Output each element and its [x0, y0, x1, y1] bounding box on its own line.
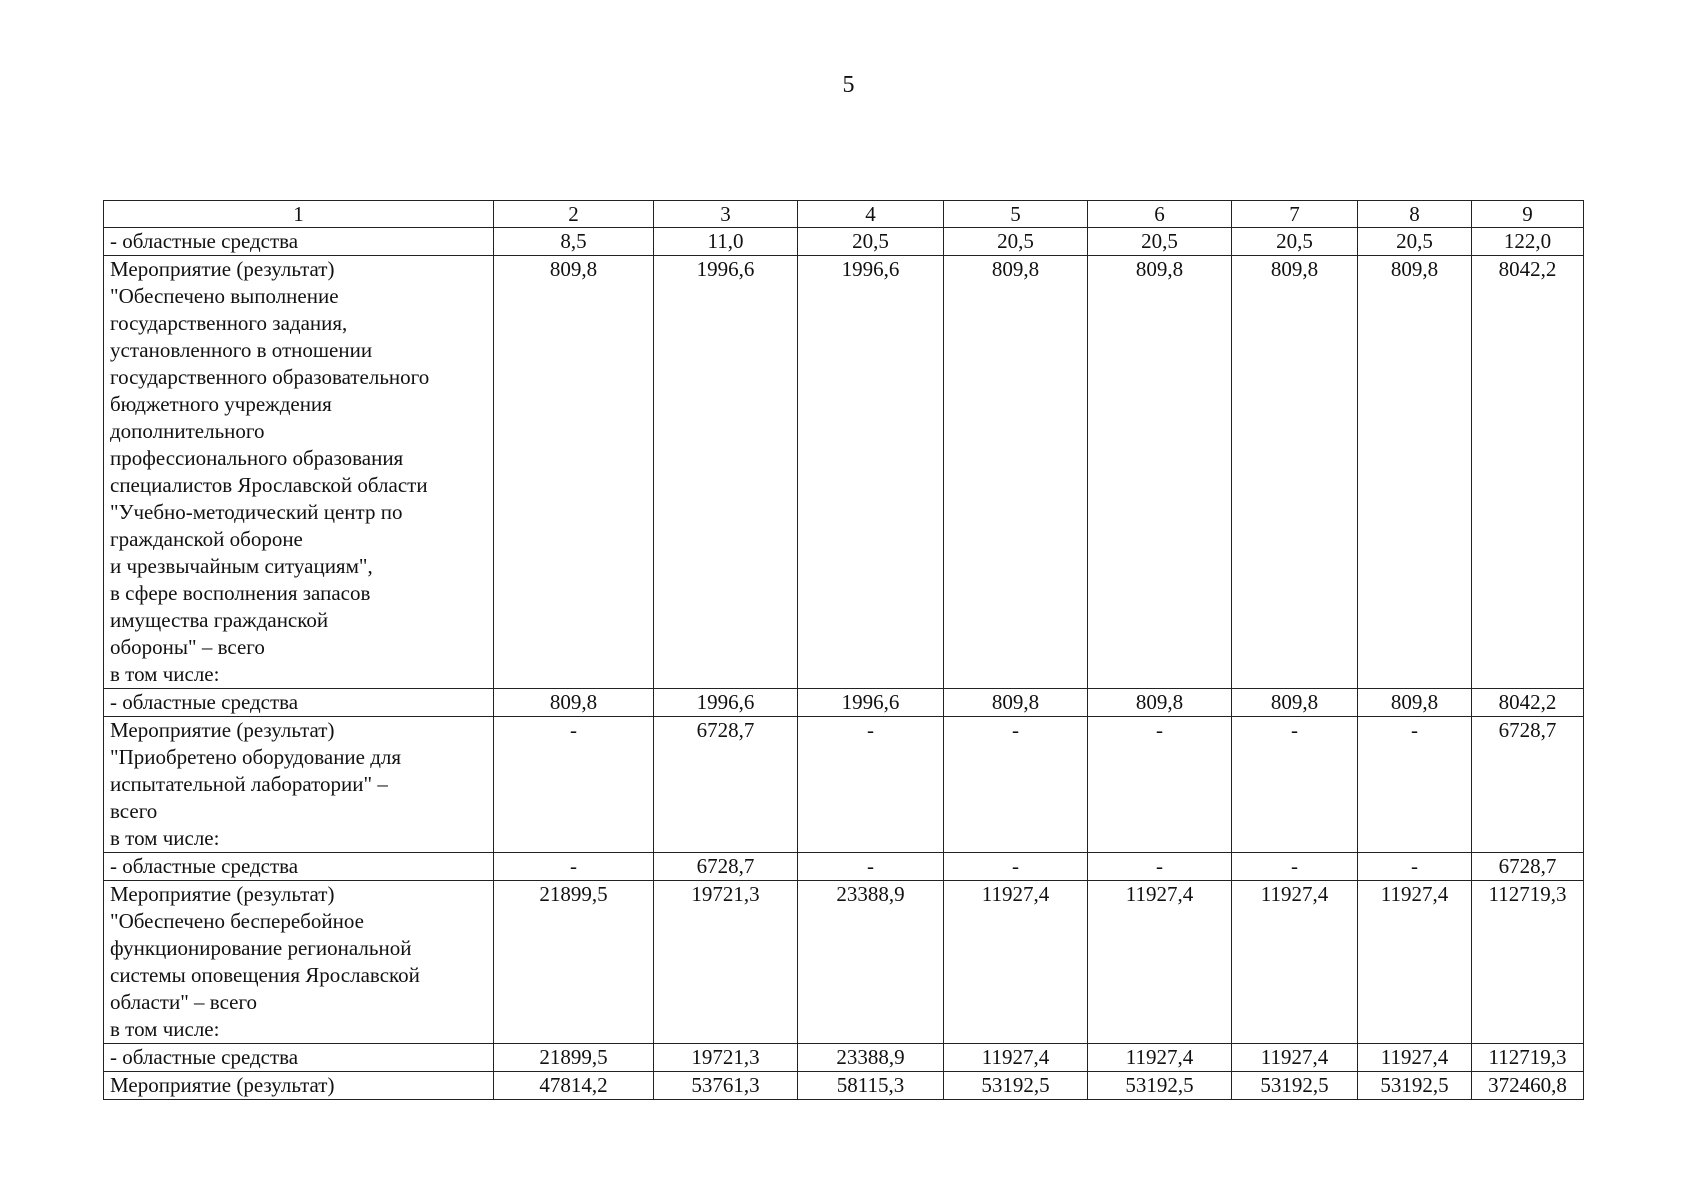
value-cell: -	[944, 853, 1088, 881]
value-cell: 19721,3	[654, 1044, 798, 1072]
value-cell: 20,5	[1088, 228, 1232, 256]
row-label: Мероприятие (результат) "Обеспечено бесперебойное функционирование региональной системы оповещения Ярославской области" – всего в том числе:	[104, 881, 494, 1044]
value-cell: 809,8	[1358, 689, 1472, 717]
value-cell: 6728,7	[654, 853, 798, 881]
table-row	[104, 717, 1584, 853]
value-cell: 53192,5	[1358, 1072, 1472, 1100]
value-cell: -	[798, 853, 944, 881]
table-row	[104, 881, 1584, 1044]
value-cell: 53192,5	[1088, 1072, 1232, 1100]
header-cell: 5	[944, 201, 1088, 228]
value-cell: -	[798, 717, 944, 853]
value-cell: 809,8	[1232, 256, 1358, 689]
value-cell: 809,8	[1358, 256, 1472, 689]
value-cell: 11927,4	[1232, 881, 1358, 1044]
value-cell: 809,8	[1088, 689, 1232, 717]
value-cell: 6728,7	[1472, 853, 1584, 881]
value-cell: 6728,7	[1472, 717, 1584, 853]
value-cell: 11927,4	[1232, 1044, 1358, 1072]
value-cell: 122,0	[1472, 228, 1584, 256]
row-label: - областные средства	[104, 1044, 494, 1072]
value-cell: -	[494, 717, 654, 853]
page-number: 5	[842, 72, 855, 98]
table-row	[104, 853, 1584, 881]
value-cell: 11927,4	[1358, 1044, 1472, 1072]
table-row	[104, 689, 1584, 717]
value-cell: -	[1088, 717, 1232, 853]
value-cell: -	[1088, 853, 1232, 881]
header-cell: 3	[654, 201, 798, 228]
value-cell: -	[1358, 717, 1472, 853]
value-cell: 6728,7	[654, 717, 798, 853]
header-cell: 6	[1088, 201, 1232, 228]
value-cell: 23388,9	[798, 1044, 944, 1072]
value-cell: -	[1358, 853, 1472, 881]
value-cell: 112719,3	[1472, 881, 1584, 1044]
value-cell: 11927,4	[1358, 881, 1472, 1044]
row-label: Мероприятие (результат) "Приобретено оборудование для испытательной лаборатории" – всего в том числе:	[104, 717, 494, 853]
value-cell: 20,5	[1232, 228, 1358, 256]
value-cell: 809,8	[944, 689, 1088, 717]
value-cell: 21899,5	[494, 881, 654, 1044]
header-cell: 4	[798, 201, 944, 228]
value-cell: 809,8	[944, 256, 1088, 689]
value-cell: 1996,6	[798, 256, 944, 689]
header-cell: 7	[1232, 201, 1358, 228]
row-label: - областные средства	[104, 853, 494, 881]
value-cell: 47814,2	[494, 1072, 654, 1100]
value-cell: 112719,3	[1472, 1044, 1584, 1072]
value-cell: 20,5	[798, 228, 944, 256]
value-cell: 23388,9	[798, 881, 944, 1044]
value-cell: -	[494, 853, 654, 881]
value-cell: 11927,4	[1088, 881, 1232, 1044]
value-cell: 809,8	[494, 256, 654, 689]
value-cell: 8042,2	[1472, 689, 1584, 717]
value-cell: 21899,5	[494, 1044, 654, 1072]
value-cell: 11,0	[654, 228, 798, 256]
value-cell: 53192,5	[944, 1072, 1088, 1100]
table-row	[104, 228, 1584, 256]
value-cell: 1996,6	[654, 689, 798, 717]
value-cell: -	[944, 717, 1088, 853]
value-cell: -	[1232, 853, 1358, 881]
value-cell: 8042,2	[1472, 256, 1584, 689]
column-number-row	[104, 201, 1584, 228]
value-cell: 8,5	[494, 228, 654, 256]
value-cell: 1996,6	[798, 689, 944, 717]
value-cell: 19721,3	[654, 881, 798, 1044]
row-label: - областные средства	[104, 228, 494, 256]
budget-table	[103, 200, 1584, 1100]
table-row	[104, 1072, 1584, 1100]
value-cell: 1996,6	[654, 256, 798, 689]
value-cell: 809,8	[1088, 256, 1232, 689]
header-cell: 2	[494, 201, 654, 228]
table-row	[104, 1044, 1584, 1072]
value-cell: 58115,3	[798, 1072, 944, 1100]
value-cell: 11927,4	[1088, 1044, 1232, 1072]
row-label: Мероприятие (результат)	[104, 1072, 494, 1100]
value-cell: 20,5	[944, 228, 1088, 256]
value-cell: 11927,4	[944, 881, 1088, 1044]
header-cell: 1	[104, 201, 494, 228]
value-cell: 53761,3	[654, 1072, 798, 1100]
value-cell: 53192,5	[1232, 1072, 1358, 1100]
header-cell: 9	[1472, 201, 1584, 228]
value-cell: 20,5	[1358, 228, 1472, 256]
table-row	[104, 256, 1584, 689]
value-cell: 809,8	[494, 689, 654, 717]
value-cell: 809,8	[1232, 689, 1358, 717]
row-label: Мероприятие (результат) "Обеспечено выполнение государственного задания, установленного в отношении государственного образовательного бюджетного учреждения дополнительного профессионального образования специалистов Ярославской области "Учебно-методический центр по гражданской обороне и чрезвычайным ситуациям", в сфере восполнения запасов имущества гражданской обороны" – всего в том числе:	[104, 256, 494, 689]
value-cell: 11927,4	[944, 1044, 1088, 1072]
header-cell: 8	[1358, 201, 1472, 228]
row-label: - областные средства	[104, 689, 494, 717]
value-cell: -	[1232, 717, 1358, 853]
value-cell: 372460,8	[1472, 1072, 1584, 1100]
